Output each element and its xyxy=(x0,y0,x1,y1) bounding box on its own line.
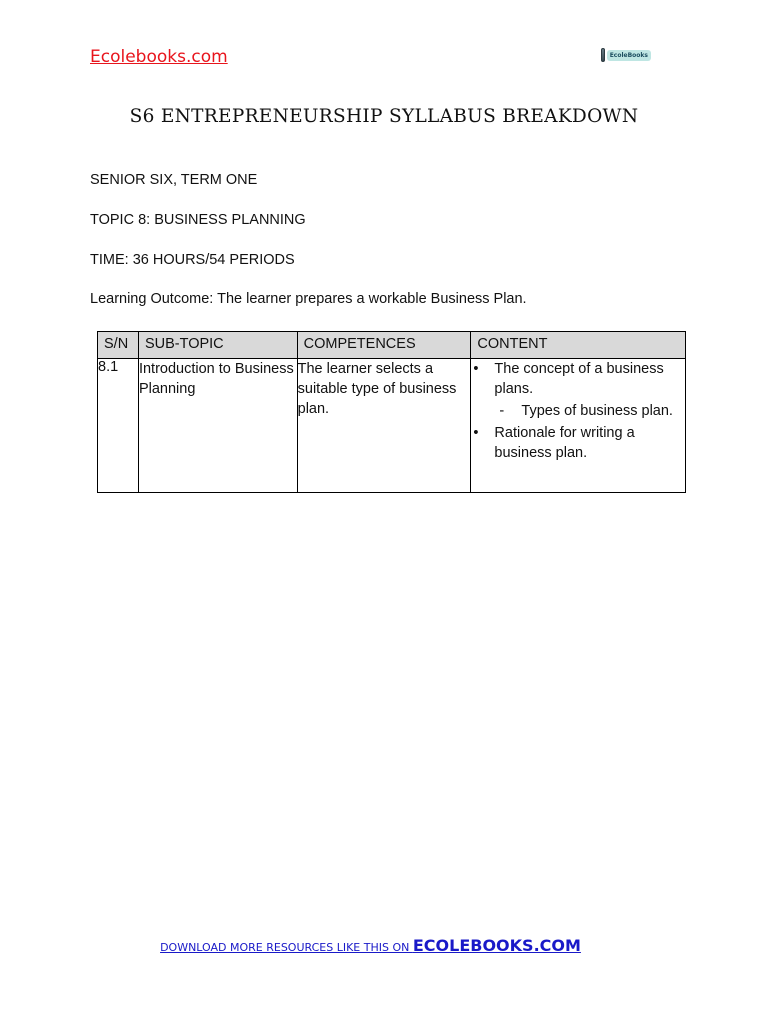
download-resources-link[interactable] xyxy=(0,936,741,955)
bullet-icon: • xyxy=(473,361,479,377)
table-header-row xyxy=(98,332,686,359)
content-list-item xyxy=(471,359,685,399)
logo-text: EcoleBooks xyxy=(607,50,651,61)
footer-site: ECOLEBOOKS.COM xyxy=(412,936,581,955)
cell-subtopic: Introduction to Business Planning xyxy=(138,359,297,493)
time-line: TIME: 36 HOURS/54 PERIODS xyxy=(90,252,295,268)
content-list-item xyxy=(471,423,685,463)
footer-prefix: DOWNLOAD MORE RESOURCES LIKE THIS ON xyxy=(160,941,413,954)
cell-competences: The learner selects a suitable type of business plan. xyxy=(297,359,471,493)
ecolebooks-logo xyxy=(601,47,651,63)
header-sn: S/N xyxy=(98,332,139,359)
learning-outcome-line: Learning Outcome: The learner prepares a workable Business Plan. xyxy=(90,291,527,307)
header-content: CONTENT xyxy=(471,332,686,359)
table-row xyxy=(98,359,686,493)
content-sub-item xyxy=(471,401,685,421)
dash-icon: - xyxy=(499,403,505,419)
content-item-text: Rationale for writing a business plan. xyxy=(494,425,635,461)
header-subtopic: SUB-TOPIC xyxy=(138,332,297,359)
bullet-icon: • xyxy=(473,425,479,441)
cell-sn: 8.1 xyxy=(98,359,139,493)
cell-content xyxy=(471,359,686,493)
document-title: S6 ENTREPRENEURSHIP SYLLABUS BREAKDOWN xyxy=(129,106,639,127)
ecolebooks-link[interactable]: Ecolebooks.com xyxy=(90,47,228,67)
syllabus-table xyxy=(97,331,686,493)
content-item-text: Types of business plan. xyxy=(521,403,673,419)
content-item-text: The concept of a business plans. xyxy=(494,361,664,397)
header-competences: COMPETENCES xyxy=(297,332,471,359)
book-logo-icon xyxy=(601,48,605,62)
class-term-line: SENIOR SIX, TERM ONE xyxy=(90,172,258,188)
topic-line: TOPIC 8: BUSINESS PLANNING xyxy=(90,212,306,228)
